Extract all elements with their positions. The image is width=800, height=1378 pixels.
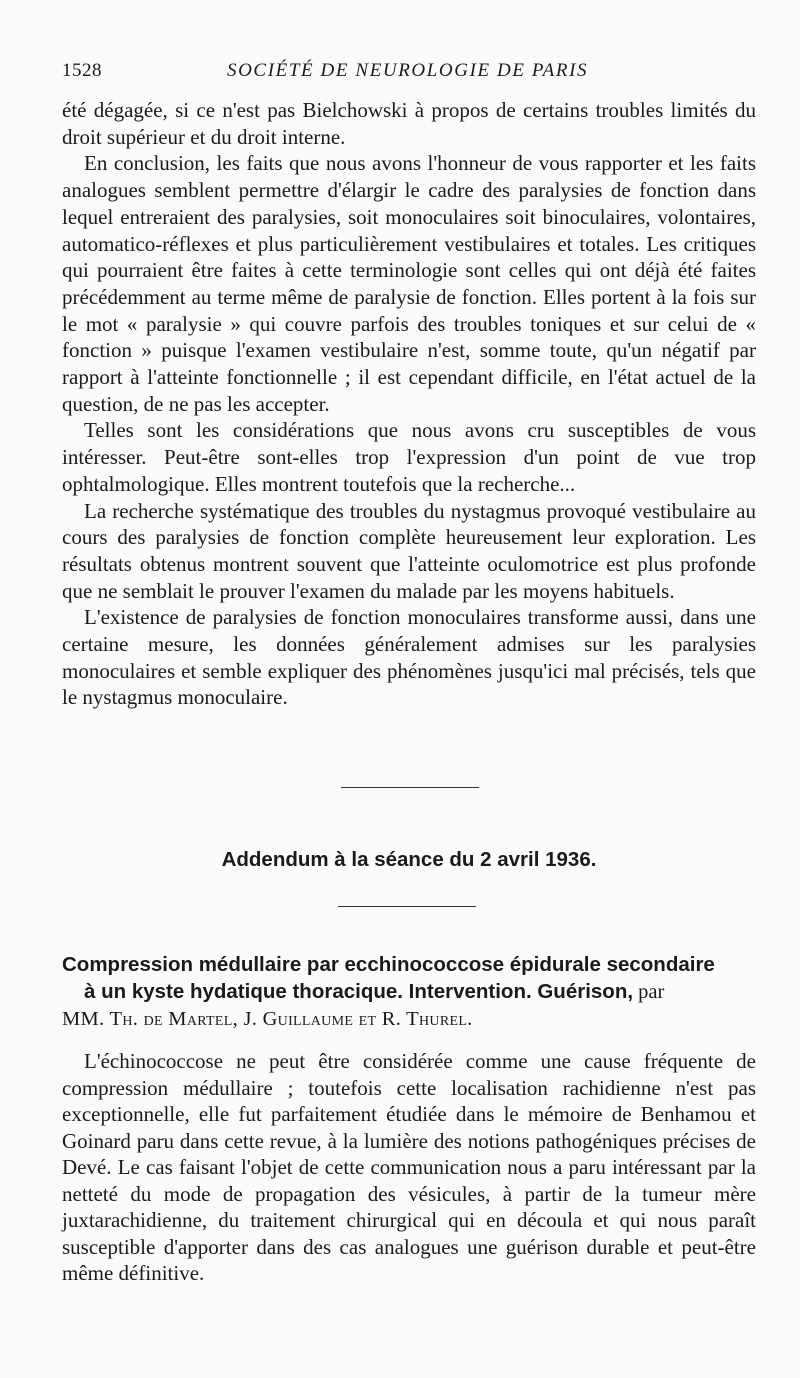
body-paragraph: L'existence de paralysies de fonction monoculaires transforme aussi, dans une certaine mesure, les données généralement admises sur les paralysies monoculaires et semble expliquer des phénomènes jusqu'ici mal précisés, tels que le nystagmus monoculaire.	[62, 605, 756, 710]
body-paragraph: La recherche systématique des troubles du nystagmus provoqué vestibulaire au cours des paralysies de fonction complète heureusement leur exploration. Les résultats obtenus montrent souvent que l'atteinte oculomotrice est plus profonde que ne semblait le prouver l'examen du malade par les moyens habituels.	[62, 498, 756, 603]
addendum-heading: Addendum à la séance du 2 avril 1936.	[221, 848, 597, 871]
article-title-line-2-text: à un kyste hydatique thoracique. Intervention. Guérison,	[84, 980, 634, 1003]
article-title-line-1: Compression médullaire par ecchinococcose épidurale secondaire	[62, 953, 715, 976]
continued-article-text	[62, 97, 756, 711]
par-word: par	[638, 981, 665, 1003]
body-paragraph: été dégagée, si ce n'est pas Bielchowski à propos de certains troubles limités du droit supérieur et du droit interne.	[62, 98, 756, 149]
body-paragraph: En conclusion, les faits que nous avons l'honneur de vous rapporter et les faits analogues semblent permettre d'élargir le cadre des paralysies de fonction dans lequel entreraient des paralysies, soit monoculaires soit binoculaires, volontaires, automatico-réflexes et plus particulièrement vestibulaires et totales. Les critiques qui pourraient être faites à cette terminologie sont celles qui ont déjà été faites précédemment au terme même de paralysie de fonction. Elles portent à la fois sur le mot « paralysie » qui couvre parfois des troubles toniques et sur celui de « fonction » puisque l'examen vestibulaire n'est, somme toute, qu'un négatif par rapport à l'atteinte fonctionnelle ; il est cependant difficile, en l'état actuel de la question, de ne pas les accepter.	[62, 151, 756, 416]
article-title-block	[62, 951, 756, 1033]
article-title-line-2	[62, 978, 756, 1006]
section-divider-bottom	[338, 906, 476, 907]
article-authors: MM. Th. de Martel, J. Guillaume et R. Thurel.	[62, 1008, 473, 1030]
article-body	[62, 1048, 756, 1287]
article-paragraph: L'échinococcose ne peut être considérée comme une cause fréquente de compression médullaire ; toutefois cette localisation rachidienne n'est pas exceptionnelle, elle fut parfaitement étudiée dans le mémoire de Benhamou et Goinard paru dans cette revue, à la lumière des notions pathogéniques précises de Devé. Le cas faisant l'objet de cette communication nous a paru intéressant par la netteté du mode de propagation des vésicules, à partir de la tumeur mère juxtarachidienne, du traitement chirurgical qui en découla et qui nous paraît susceptible d'apporter dans des cas analogues une guérison durable et peut-être même définitive.	[62, 1049, 756, 1285]
body-paragraph: Telles sont les considérations que nous avons cru susceptibles de vous intéresser. Peut-être sont-elles trop l'expression d'un point de vue trop ophtalmologique. Elles montrent toutefois que la recherche...	[62, 418, 756, 496]
running-head	[62, 60, 756, 86]
section-divider-top	[341, 787, 479, 788]
journal-title: SOCIÉTÉ DE NEUROLOGIE DE PARIS	[227, 60, 589, 81]
page-number: 1528	[62, 60, 102, 81]
